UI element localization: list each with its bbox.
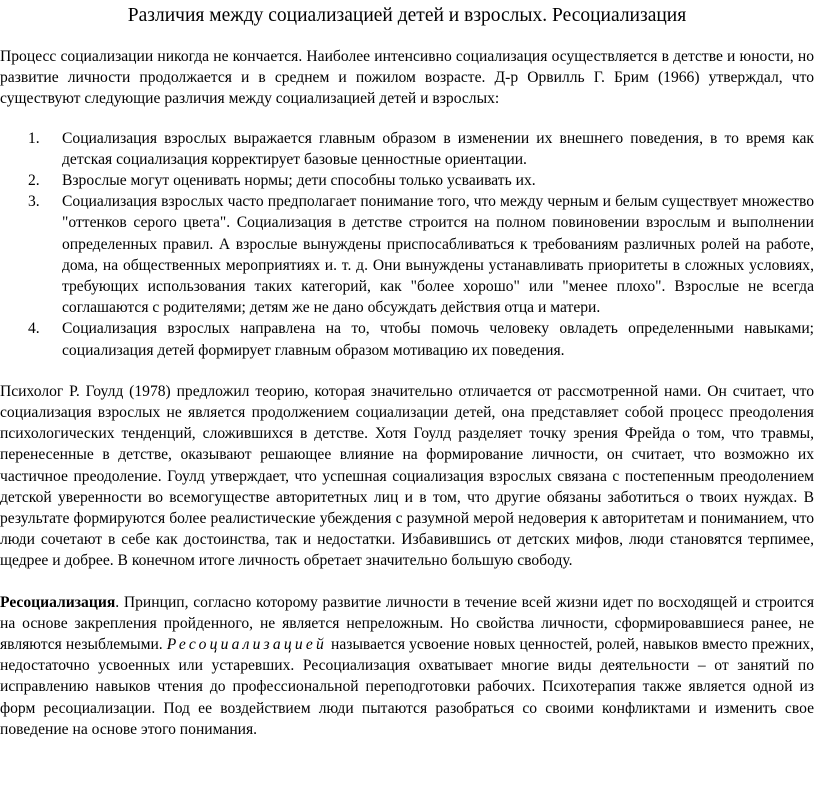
- resocialization-term: Ресоциализация: [0, 593, 116, 611]
- document-page: [0, 4, 816, 793]
- intro-paragraph: Процесс социализации никогда не кончается. Наиболее интенсивно социализация осуществляется в детстве и юности, но развитие личности продолжается и в среднем и пожилом возрасте. Д-р Орвилль Г. Брим (1966) утверждал, что существуют следующие различия между социализацией детей и взрослых:: [0, 48, 814, 108]
- list-item-text: Социализация взрослых часто предполагает понимание того, что между черным и белым существует множество "оттенков серого цвета". Социализация в детстве строится на полном повиновении взрослым и выполнении определенных правил. А взрослые вынуждены приспосабливаться к требованиям различных ролей на работе, дома, на общественных мероприятиях и. т. д. Они вынуждены устанавливать приоритеты в сложных условиях, требующих использования таких категорий, как "более хорошо" или "менее плохо". Взрослые не всегда соглашаются с родителями; детям же не дано обсуждать действия отца и матери.: [62, 193, 814, 317]
- page-title: Различия между социализацией детей и взрослых. Ресоциализация: [127, 5, 687, 26]
- list-item-number: 3.: [28, 193, 40, 211]
- resocialization-text-part2: называется усвоение новых ценностей, ролей, навыков вместо прежних, недостаточно усвоенных или устаревших. Ресоциализация охватывает многие виды деятельности – от занятий по исправлению навыков чтения до профессиональной переподготовки рабочих. Психотерапия также является одной из форм ресоциализации. Под ее воздействием люди пытаются разобраться со своими конфликтами и изменить свое поведение на основе этого понимания.: [0, 636, 814, 738]
- list-item: [0, 170, 814, 191]
- gould-paragraph: Психолог Р. Гоулд (1978) предложил теорию, которая значительно отличается от рассмотренной нами. Он считает, что социализация взрослых не является продолжением социализации детей, она представляет собой процесс преодоления психологических тенденций, сложившихся в детстве. Хотя Гоулд разделяет точку зрения Фрейда о том, что травмы, перенесенные в детстве, оказывают решающее влияние на формирование личности, он считает, что возможно их частичное преодоление. Гоулд утверждает, что успешная социализация взрослых связана с постепенным преодолением детской уверенности во всемогуществе авторитетных лиц и в том, что другие обязаны заботиться о твоих нуждах. В результате формируются более реалистические убеждения с разумной мерой недоверия к авторитетам и пониманием, что люди сочетают в себе как достоинства, так и недостатки. Избавившись от детских мифов, люди становятся терпимее, щедрее и добрее. В конечном итоге личность обретает значительно большую свободу.: [0, 382, 814, 570]
- resocialization-spaced-term: Ресоциализацией: [166, 636, 327, 654]
- list-item: [0, 318, 814, 360]
- resocialization-paragraph: [0, 592, 814, 740]
- list-item-number: 2.: [28, 172, 40, 190]
- differences-list: [0, 128, 814, 361]
- list-item-number: 4.: [28, 320, 40, 338]
- list-item: [0, 128, 814, 170]
- list-item: [0, 191, 814, 318]
- resocialization-text-part1: . Принцип, согласно которому развитие личности в течение всей жизни идет по восходящей и строится на основе закрепления пройденного, не является непреложным. Но свойства личности, сформировавшиеся ранее, не являются незыблемыми.: [0, 593, 814, 654]
- list-item-text: Социализация взрослых выражается главным образом в изменении их внешнего поведения, в то время как детская социализация корректирует базовые ценностные ориентации.: [62, 129, 814, 168]
- list-item-text: Социализация взрослых направлена на то, чтобы помочь человеку овладеть определенными навыками; социализация детей формирует главным образом мотивацию их поведения.: [62, 320, 814, 359]
- list-item-number: 1.: [28, 129, 40, 147]
- list-item-text: Взрослые могут оценивать нормы; дети способны только усваивать их.: [62, 172, 536, 190]
